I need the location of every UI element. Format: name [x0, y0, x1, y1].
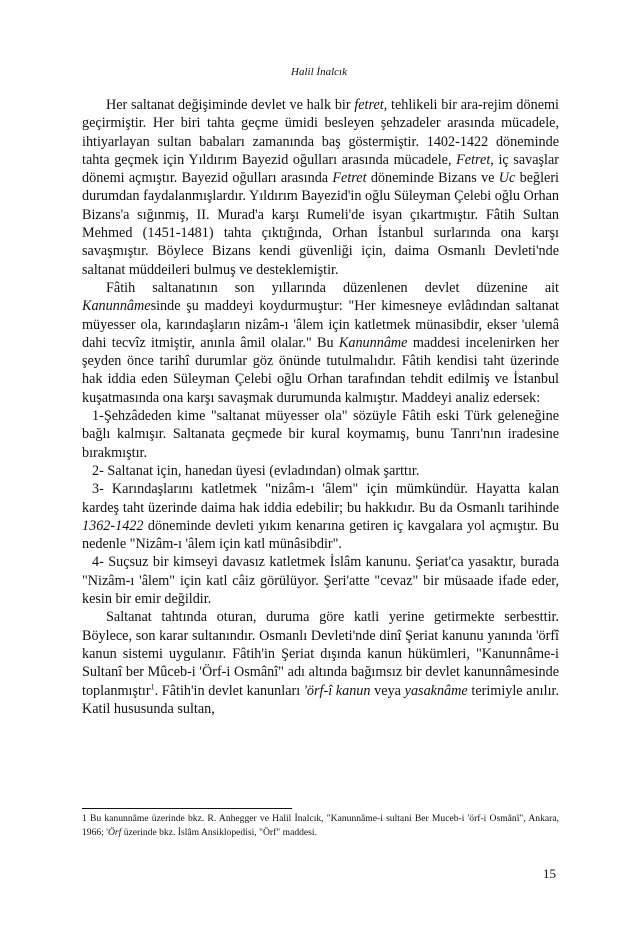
numbered-item [82, 480, 559, 553]
text-run: 1 Bu kanunnâme üzerinde bkz. R. Anhegger ve Halil İnalcık, "Kanunnâme-i sultani Ber Muceb-i 'örf-i Osmânî", Ankara, 1966; ' [82, 813, 559, 838]
text-run: döneminde Bizans ve [366, 170, 499, 187]
italic-text: Fetret [332, 170, 367, 187]
footnote [82, 812, 559, 840]
text-run: Her saltanat değişiminde devlet ve halk bir [106, 97, 355, 113]
text-run: veya [370, 682, 405, 699]
italic-text: Uc [498, 170, 516, 187]
italic-text: 1362-1422 [82, 517, 144, 534]
italic-text: Fetret [456, 151, 491, 168]
numbered-item [82, 462, 559, 480]
text-run: beğleri durumdan faydalanmışlardır. Yıldırım Bayezid'in oğlu Süleyman Çelebi oğlu Orhan Bizans'a sığınmış, II. Murad'a karşı Rumeli'de isyan çıkartmıştır. Fâtih Sultan Mehmed (1451-1481) tahta çıktığında, Orhan İstanbul surlarında ona karşı savaşmıştır. Böylece Bizans kendi güvenliği için, daima Osmanlı Devleti'nde saltanat müddeileri bulmuş ve desteklemiştir. [82, 170, 559, 278]
paragraph [82, 608, 559, 718]
text-run: , iç savaşlar dönemi açmıştır. Bayezid oğulları arasında [82, 151, 560, 187]
footnote-marker: 1 [150, 681, 155, 691]
paragraph [82, 96, 559, 279]
paragraph [82, 279, 559, 407]
italic-text: fetret [354, 97, 384, 113]
italic-text: Örf [107, 827, 122, 838]
running-head: Halil İnalcık [291, 66, 347, 78]
text-run: sinde şu maddeyi koydurmuştur: "Her kimesneye evlâdından saltanat müyesser ola, karındaşların nizâm-ı 'âlem için katletmek münasibdir, ekser 'ulemâ dahi tecvîz itmiştir, anınla âmil olalar." Bu [82, 298, 559, 351]
text-run: . Fâtih'in devlet kanunları [154, 682, 304, 699]
text-run: 4- Suçsuz bir kimseyi davasız katletmek İslâm kanunu. Şeriat'ca yasaktır, burada "Nizâm-ı 'âlem" için katl câiz görülüyor. Şeri'atte "cevaz" bir müsaade ifade eder, kesin bir emir değildir. [82, 554, 559, 608]
numbered-item [82, 553, 559, 608]
text-run: Saltanat tahtında oturan, duruma göre katli yerine getirmekte serbesttir. Böylece, son karar sultanındır. Osmanlı Devleti'nde dinî Şeriat kanunu yanında 'örfî kanun sistemi uygulanır. Fâtih'in Şeriat dışında kanun hükümleri, "Kanunnâme-i Sultanî ber Mûceb-i 'Örf-i Osmânî" adı altında bağımsız bir devlet kanunnâmesinde toplanmıştır [82, 609, 559, 699]
page-number: 15 [543, 866, 556, 881]
text-run: döneminde devleti yıkım kenarına getiren iç kavgalara yol açmıştır. Bu nedenle "Nizâm-ı 'âlem için katl münâsibdir". [82, 517, 559, 553]
text-run: 1-Şehzâdeden kime "saltanat müyesser ola" sözüyle Fâtih eski Türk geleneğine bağlı kalmışır. Saltanata geçmede bir kural koymamış, bunu Tanrı'nın iradesine bırakmıştır. [82, 408, 559, 461]
italic-text: Kanunnâme [82, 298, 151, 315]
text-run: Fâtih saltanatının son yıllarında düzenlenen devlet düzenine ait [106, 279, 559, 296]
text-run: maddesi incelenirken her şeyden önce tarihî durumlar göz önünde tutulmalıdır. Fâtih kendisi taht üzerinde hak iddia eden Süleyman Çelebi oğlu Orhan tarafından tehdit edilmiş ve İstanbul kuşatmasında ona karşı savaşmak durumunda kalmıştır. Maddeyi analiz edersek: [82, 334, 559, 406]
italic-text: Kanunnâme [338, 334, 408, 351]
text-run: terimiyle anılır. Katil hususunda sultan, [82, 682, 559, 717]
text-run: üzerinde bkz. İslâm Ansiklopedisi, "Örf" maddesi. [121, 827, 317, 838]
numbered-item [82, 407, 559, 462]
text-run: 2- Saltanat için, hanedan üyesi (evladından) olmak şarttır. [92, 462, 420, 479]
text-run: , tehlikeli bir ara-rejim dönemi geçirmiştir. Her biri tahta geçme ümidi besleyen şehzadeler arasında mücadele, ihtiyarlayan sultan babaları zamanında baş göstermiştir. 1402-1422 döneminde tahta geçmek için Yıldırım Bayezid oğulları arasında mücadele, [82, 97, 559, 168]
footnote-rule [82, 808, 292, 809]
italic-text: yasaknâme [404, 682, 468, 699]
italic-text: 'örf-î kanun [303, 682, 371, 699]
body-text [82, 96, 559, 718]
text-run: 3- Karındaşlarını katletmek "nizâm-ı 'âlem" için mümkündür. Hayatta kalan kardeş taht üzerinde daima hak iddia edebilir; bu hakkıdır. Bu da Osmanlı tarihinde [82, 481, 559, 516]
